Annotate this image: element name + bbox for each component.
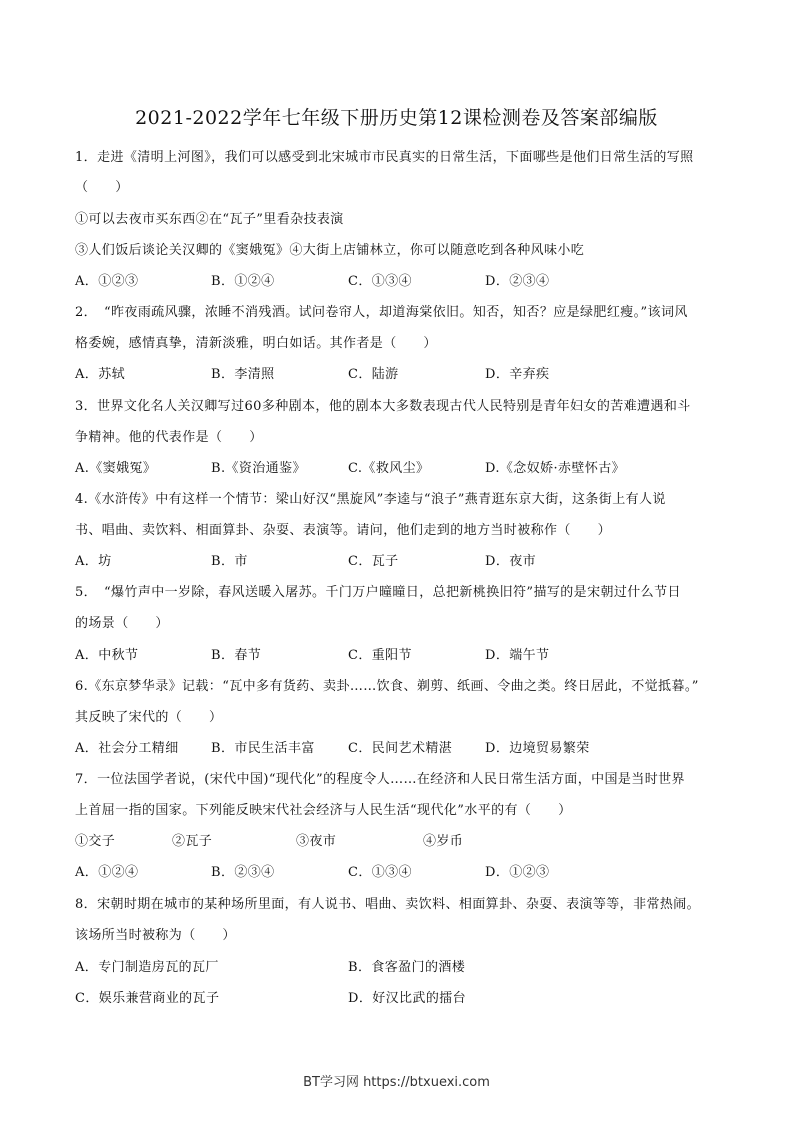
- q2-stem-line1: 2． “昨夜雨疏风骤，浓睡不消残酒。试问卷帘人，却道海棠依旧。知否，知否？应是绿肥红瘦。”该词风: [75, 305, 688, 320]
- q4-option-d: D．夜市: [485, 554, 537, 569]
- q4-option-c: C．瓦子: [348, 554, 399, 569]
- q6-option-a: A．社会分工精细: [75, 741, 179, 756]
- q7-option-c: C．①③④: [348, 865, 412, 880]
- q6-stem-line2: 其反映了宋代的（ ）: [75, 710, 223, 725]
- q5-option-d: D．端午节: [485, 648, 550, 663]
- q2-stem-line2: 格委婉，感情真挚，清新淡雅，明白如话。其作者是（ ）: [75, 336, 437, 351]
- q2-option-d: D．辛弃疾: [485, 367, 550, 382]
- q7-option-b: B．②③④: [211, 865, 275, 880]
- q1-items-line2: ③人们饭后谈论关汉卿的《窦娥冤》④大街上店铺林立，你可以随意吃到各种风味小吃: [75, 243, 585, 258]
- q6-option-d: D．边境贸易繁荣: [485, 741, 590, 756]
- q7-stem-line2: 上首屈一指的国家。下列能反映宋代社会经济与人民生活“现代化”水平的有（ ）: [75, 803, 572, 818]
- q7-item-3: ③夜市: [296, 834, 337, 849]
- q4-stem-line2: 书、唱曲、卖饮料、相面算卦、杂耍、表演等。请问，他们走到的地方当时被称作（ ）: [75, 523, 612, 538]
- q5-stem-line1: 5． “爆竹声中一岁除，春风送暖入屠苏。千门万户曈曈日，总把新桃换旧符”描写的是宋朝过什么节日: [75, 585, 681, 600]
- q7-option-a: A．①②④: [75, 865, 139, 880]
- q3-option-d: D.《念奴娇·赤壁怀古》: [485, 461, 626, 476]
- q7-stem-line1: 7．一位法国学者说，(宋代中国)“现代化”的程度令人……在经济和人民日常生活方面，中国是当时世界: [75, 772, 685, 787]
- q1-stem-line1: 1．走进《清明上河图》，我们可以感受到北宋城市市民真实的日常生活，下面哪些是他们日常生活的写照: [75, 150, 694, 165]
- q2-option-c: C．陆游: [348, 367, 399, 382]
- q1-option-c: C．①③④: [348, 274, 412, 289]
- q7-item-2: ②瓦子: [172, 834, 213, 849]
- q7-item-4: ④岁币: [423, 834, 464, 849]
- document-title: 2021-2022学年七年级下册历史第12课检测卷及答案部编版: [135, 107, 658, 129]
- q6-stem-line1: 6.《东京梦华录》记载：“瓦中多有货药、卖卦……饮食、剃剪、纸画、令曲之类。终日居此，不觉抵暮。”: [75, 679, 699, 694]
- site-footer: BT学习网 https://btxuexi.com: [303, 1075, 490, 1090]
- q8-stem-line1: 8．宋朝时期在城市的某种场所里面，有人说书、唱曲、卖饮料、相面算卦、杂耍、表演等等，非常热闹。: [75, 897, 701, 912]
- q8-option-d: D．好汉比武的擂台: [348, 991, 467, 1006]
- q5-option-b: B．春节: [211, 648, 262, 663]
- q4-stem-line1: 4.《水浒传》中有这样一个情节：梁山好汉“黑旋风”李逵与“浪子”燕青逛东京大街，这条街上有人说: [75, 492, 666, 507]
- q3-stem-line1: 3．世界文化名人关汉卿写过60多种剧本，他的剧本大多数表现古代人民特别是青年妇女的苦难遭遇和斗: [75, 399, 691, 414]
- q1-option-b: B．①②④: [211, 274, 275, 289]
- q5-option-a: A．中秋节: [75, 648, 139, 663]
- q3-option-b: B.《资治通鉴》: [211, 461, 306, 476]
- q5-option-c: C．重阳节: [348, 648, 412, 663]
- q3-option-a: A.《窦娥冤》: [75, 461, 157, 476]
- q6-option-b: B．市民生活丰富: [211, 741, 315, 756]
- q5-stem-line2: 的场景（ ）: [75, 616, 169, 631]
- q1-option-a: A．①②③: [75, 274, 139, 289]
- q7-option-d: D．①②③: [485, 865, 550, 880]
- q3-stem-line2: 争精神。他的代表作是（ ）: [75, 430, 263, 445]
- q8-stem-line2: 该场所当时被称为（ ）: [75, 928, 236, 943]
- q2-option-b: B．李清照: [211, 367, 275, 382]
- q1-items-line1: ①可以去夜市买东西②在“瓦子”里看杂技表演: [75, 212, 344, 227]
- q4-option-b: B．市: [211, 554, 248, 569]
- q3-option-c: C.《救风尘》: [348, 461, 430, 476]
- q2-option-a: A．苏轼: [75, 367, 125, 382]
- q7-item-1: ①交子: [75, 834, 116, 849]
- q8-option-c: C．娱乐兼营商业的瓦子: [75, 991, 220, 1006]
- q4-option-a: A．坊: [75, 554, 112, 569]
- q8-option-b: B．食客盈门的酒楼: [348, 960, 466, 975]
- q8-option-a: A．专门制造房瓦的瓦厂: [75, 960, 219, 975]
- q6-option-c: C．民间艺术精湛: [348, 741, 453, 756]
- q1-option-d: D．②③④: [485, 274, 550, 289]
- q1-stem-line2: （ ）: [75, 180, 129, 195]
